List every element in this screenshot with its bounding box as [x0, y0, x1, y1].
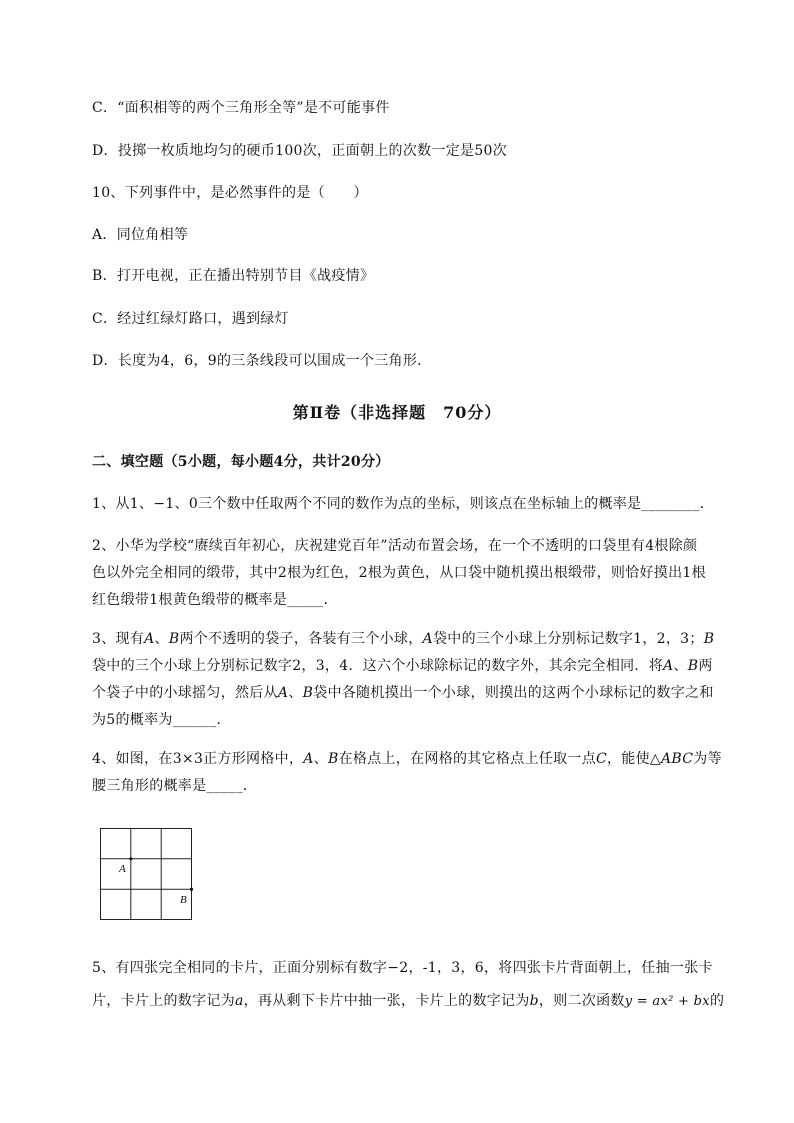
q4-text: 在格点上，在网格的其它格点上任取一点 [338, 751, 596, 767]
grid-svg [100, 828, 196, 924]
point-b-dot [190, 888, 193, 891]
fill-q3 [92, 629, 740, 737]
point-a-dot [129, 857, 132, 860]
section-title: 第Ⅱ卷（非选择题 70分） [292, 403, 502, 422]
q10-option-b: B．打开电视，正在播出特别节目《战疫情》 [92, 268, 375, 284]
fill-q2 [92, 536, 740, 617]
fill-q2-line2: 色以外完全相同的缎带，其中2根为红色，2根为黄色，从口袋中随机摸出根缎带，则恰好摸出1根 [92, 565, 706, 581]
fill-q1: 1、从1、−1、0三个数中任取两个不同的数作为点的坐标，则该点在坐标轴上的概率是________． [92, 496, 715, 512]
q4-text: ，能使△ [607, 751, 661, 767]
q3-var-a: A [663, 658, 674, 674]
fill-q3-line2 [92, 656, 740, 683]
q5-text: 片，卡片上的数字记为 [92, 993, 235, 1009]
q3-text: 、 [288, 685, 303, 701]
q5-text: ，则二次函数 [538, 993, 625, 1009]
fill-q5-line1: 5、有四张完全相同的卡片，正面分别标有数字−2，-1，3，6，将四张卡片背面朝上，任抽一张卡 [92, 960, 713, 976]
q3-text: 个袋子中的小球摇匀，然后从 [92, 685, 278, 701]
q5-text: ，再从剩下卡片中抽一张，卡片上的数字记为 [243, 993, 530, 1009]
q3-text: 3、现有 [92, 631, 145, 647]
q5-text: 的 [709, 993, 725, 1009]
fill-q3-line3 [92, 683, 740, 710]
fill-q3-line1 [92, 629, 740, 656]
q5-var-a: a [235, 993, 244, 1009]
q3-var-b: B [703, 631, 715, 647]
q3-text: 袋中的三个小球上分别标记数字1，2，3； [432, 631, 704, 647]
q3-var-b: B [168, 631, 180, 647]
q5-var-b: b [529, 993, 539, 1009]
q3-text: 两 [698, 658, 713, 674]
grid-border [101, 829, 192, 920]
point-b-label: B [180, 894, 187, 906]
q9-option-d: D．投掷一枚质地均匀的硬币100次，正面朝上的次数一定是50次 [92, 143, 508, 159]
q3-var-b: B [302, 685, 314, 701]
grid-figure [100, 828, 196, 924]
point-a-label: A [119, 863, 126, 875]
q3-var-b: B [687, 658, 699, 674]
q3-text: 、 [673, 658, 688, 674]
q4-text: 4、如图，在3×3正方形网格中， [92, 751, 304, 767]
q9-option-c: C．“面积相等的两个三角形全等”是不可能事件 [92, 100, 390, 116]
q4-var-b: B [328, 751, 339, 767]
fill-q2-line1: 2、小华为学校“赓续百年初心，庆祝建党百年”活动布置会场，在一个不透明的口袋里有4根除颜 [92, 538, 698, 554]
part-heading: 二、填空题（5小题，每小题4分，共计20分） [92, 454, 390, 470]
fill-q4-line2: 腰三角形的概率是_____． [92, 778, 258, 794]
q3-text: 两个不透明的袋子，各装有三个小球， [179, 631, 423, 647]
q3-text: 袋中的三个小球上分别标记数字2，3，4．这六个小球除标记的数字外，其余完全相同．将 [92, 658, 664, 674]
fill-q3-line4: 为5的概率为______． [92, 712, 231, 728]
fill-q2-line3: 红色缎带1根黄色缎带的概率是_____． [92, 592, 338, 608]
q10-stem: 10、下列事件中，是必然事件的是（ ） [92, 185, 368, 201]
q4-var-abc: ABC [660, 751, 694, 767]
q10-option-d: D．长度为4，6，9的三条线段可以围成一个三角形． [92, 353, 432, 369]
q10-option-c: C．经过红绿灯路口，遇到绿灯 [92, 311, 289, 327]
fill-q5 [92, 958, 740, 1018]
q4-text: 为等 [693, 751, 722, 767]
q3-var-a: A [422, 631, 433, 647]
fill-q4 [92, 749, 740, 803]
q3-text: 、 [154, 631, 169, 647]
fill-q4-line1 [92, 749, 740, 776]
q4-var-c: C [596, 751, 608, 767]
q4-var-a: A [303, 751, 314, 767]
q3-var-a: A [144, 631, 155, 647]
fill-q5-line2 [92, 991, 740, 1018]
q4-text: 、 [313, 751, 328, 767]
q5-formula: y = ax² + bx [624, 994, 710, 1009]
q3-var-a: A [277, 685, 289, 701]
q10-option-a: A．同位角相等 [92, 227, 189, 243]
q3-text: 袋中各随机摸出一个小球，则摸出的这两个小球标记的数字之和 [313, 685, 714, 701]
